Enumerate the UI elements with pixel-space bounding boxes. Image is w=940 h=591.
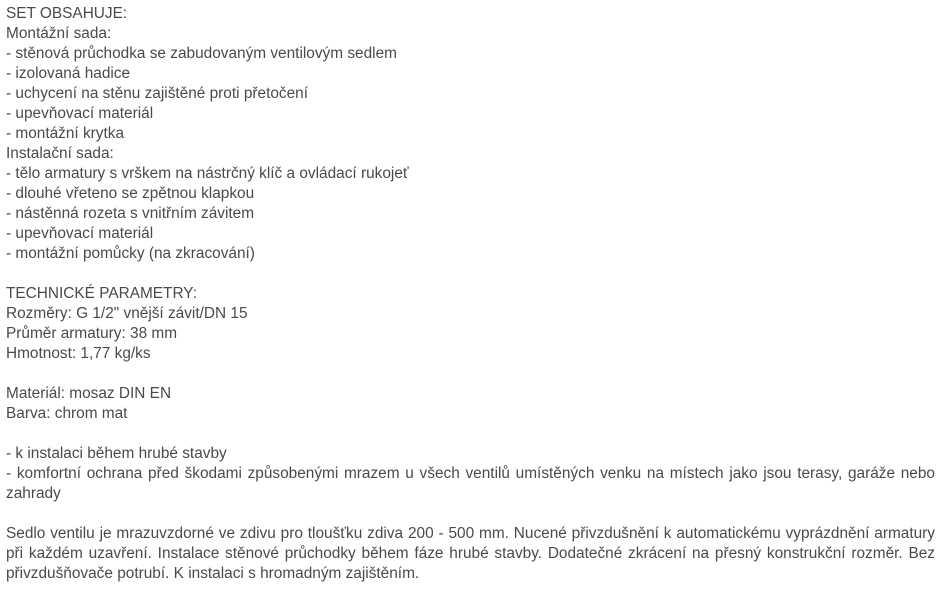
material-param: Materiál: mosaz DIN EN bbox=[6, 385, 172, 402]
set-heading: SET OBSAHUJE: bbox=[6, 5, 128, 22]
feature-item: - komfortní ochrana před škodami způsobenými mrazem u všech ventilů umístěných venku na místech jako jsou terasy, garáže nebo zahrady bbox=[6, 465, 935, 502]
product-description bbox=[6, 4, 935, 584]
dimensions-param: Rozměry: G 1/2" vnější závit/DN 15 bbox=[6, 305, 248, 322]
list-item: - izolovaná hadice bbox=[6, 65, 131, 82]
technical-heading: TECHNICKÉ PARAMETRY: bbox=[6, 285, 197, 302]
feature-item: - k instalaci během hrubé stavby bbox=[6, 445, 227, 462]
spacer bbox=[6, 264, 935, 284]
spacer bbox=[6, 504, 935, 524]
spacer bbox=[6, 424, 935, 444]
list-item: - stěnová průchodka se zabudovaným ventilovým sedlem bbox=[6, 45, 397, 62]
weight-param: Hmotnost: 1,77 kg/ks bbox=[6, 345, 151, 362]
diameter-param: Průměr armatury: 38 mm bbox=[6, 325, 178, 342]
mounting-kit-title: Montážní sada: bbox=[6, 25, 112, 42]
installation-kit-title: Instalační sada: bbox=[6, 145, 114, 162]
list-item: - montážní krytka bbox=[6, 125, 125, 142]
spacer bbox=[6, 364, 935, 384]
list-item: - nástěnná rozeta s vnitřním závitem bbox=[6, 205, 255, 222]
color-param: Barva: chrom mat bbox=[6, 405, 128, 422]
list-item: - uchycení na stěnu zajištěné proti přetočení bbox=[6, 85, 309, 102]
list-item: - dlouhé vřeteno se zpětnou klapkou bbox=[6, 185, 255, 202]
description-paragraph: Sedlo ventilu je mrazuvzdorné ve zdivu pro tloušťku zdiva 200 - 500 mm. Nucené přivzdušnění k automatickému vyprázdnění armatury při každém uzavření. Instalace stěnové průchodky během fáze hrubé stavby. Dodatečné zkrácení na přesný konstrukční rozměr. Bez přivzdušňovače potrubí. K instalaci s hromadným zajištěním. bbox=[6, 525, 935, 582]
list-item: - montážní pomůcky (na zkracování) bbox=[6, 245, 255, 262]
list-item: - upevňovací materiál bbox=[6, 225, 154, 242]
list-item: - upevňovací materiál bbox=[6, 105, 154, 122]
list-item: - tělo armatury s vrškem na nástrčný klíč a ovládací rukojeť bbox=[6, 165, 409, 182]
